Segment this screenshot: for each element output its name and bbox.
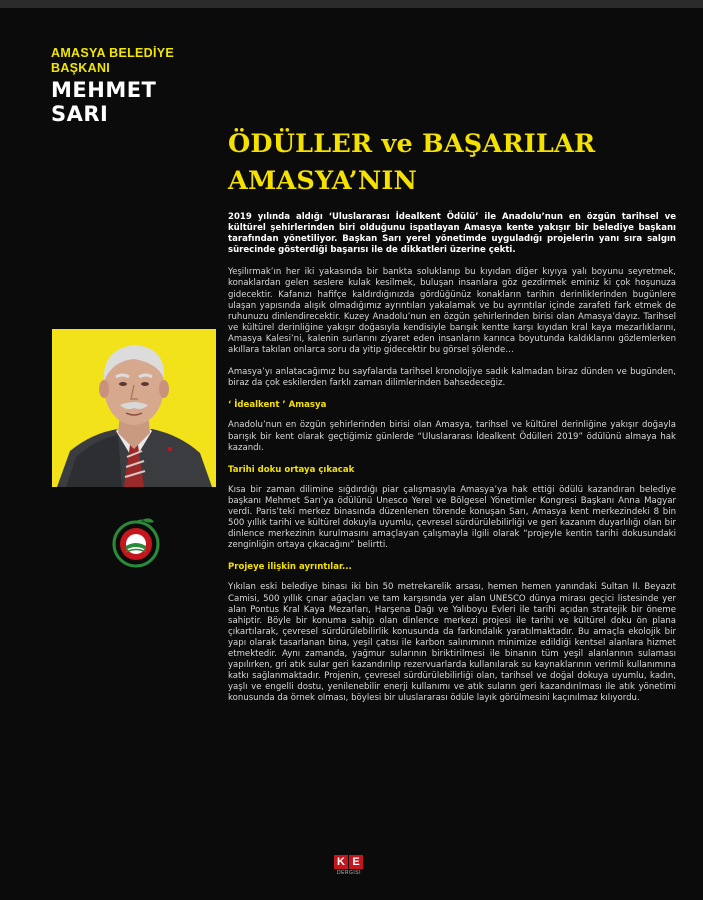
section-heading-tarihi-doku: Tarihi doku ortaya çıkacak bbox=[228, 464, 355, 475]
article-paragraph-2: Amasya’yı anlatacağımız bu sayfalarda tarihsel kronolojiye sadık kalmadan biraz dünden ve bugünden, biraz da çok eskilerden farklı zaman dilimlerinden bahsedeceğiz. bbox=[228, 367, 676, 389]
magazine-logo-letter-e: E bbox=[349, 855, 363, 869]
mayor-portrait-photo bbox=[52, 329, 216, 487]
article-paragraph-5: Yıkılan eski belediye binası iki bin 50 metrekarelik arsası, hemen hemen yanındaki Sultan II. Beyazıt Camisi, 500 yıllık çınar ağaçları ve tam karşısında yer alan UNESCO dünya mirası geçici listesinde yer alan Pontus Kral Kaya Mezarları, Harşena Dağı ve Yalıboyu Evleri ile tarihi açıdan stratejik bir öneme sahiptir. Böyle bir konuma sahip olan dinlence merkezi projesi ile tarihi ve kültürel doku ön plana çıkartılarak, çevresel sürdürülebilirlik konusunda da farkındalık yaratılmaktadır. Bu amaçla ekolojik bir yapı olarak tasarlanan bina, yeşil çatısı ile karbon salınımının minimize edildiği kentsel alanlara hizmet etmektedir. Aynı zamanda, yağmur sularının biriktirilmesi ile binanın tüm yeşil alanlarının sulaması yapılırken, gri atık sular geri kazandırılıp rezervuarlarda kullanılarak su kaynaklarının verimli kullanımına katkı sağlanmaktadır. Projenin, çevresel sürdürülebilirliği olan, tarihsel ve doğal dokuya uyumlu, kadın, yaşlı ve engelli dostu, yenilenebilir enerji kullanımı ve atık suların geri kazandırılması ile atık yönetimi konusunda da örnek olması, böylesi bir uluslararası ödüle layık görülmesini kaçınılmaz kılıyordu. bbox=[228, 582, 676, 704]
portrait-illustration bbox=[52, 329, 216, 487]
magazine-logo-letter-k: K bbox=[334, 855, 348, 869]
header-name-first: MEHMET bbox=[51, 78, 157, 102]
section-heading-projeye-iliskin: Projeye ilişkin ayrıntılar... bbox=[228, 562, 352, 573]
article-paragraph-3: Anadolu’nun en özgün şehirlerinden birisi olan Amasya, tarihsel ve kültürel derinliğine yakışır doğayla barışık bir kent olarak geçtiğimiz günlerde “Uluslararası İdealkent Ödülleri 2019” ödülünü almaya hak kazandı. bbox=[228, 420, 676, 453]
article-paragraph-1: Yeşilırmak’ın her iki yakasında bir bankta soluklanıp bu kıyıdan diğer kıyıya yalı boyunu seyretmek, konaklardan gelen seslere kulak kesilmek, buluşan insanlara göz gezdirmek eminiz ki çok hoşunuza gidecektir. Kafanızı hafifçe kaldırdığınızda gördüğünüz konakların tarihin derinliklerinden bugünlere ulaşan yapısında alışık olmadığımız ayrıntıları yakalamak ve bu ayrıntılar içinde zarafeti fark etmek de ruhunuzu dinlendirecektir. Kuzey Anadolu’nun en özgün şehirlerinden birisi olan Amasya’dayız. Tarihsel ve kültürel derinliğine yakışır doğasıyla kendisiyle barışık kentte karşı kıyıdan kral kaya mezarlıklarını, Amasya Kalesi’ni, kalenin surlarını ziyaret eden insanların karınca boyutunda kaldıklarını gözlemlerken akıllara takılan onlarca soru da yitip gidecektir bu görsel şölende… bbox=[228, 267, 676, 356]
article-body bbox=[228, 212, 676, 715]
header-subtitle: AMASYA BELEDİYE BAŞKANI bbox=[51, 46, 175, 75]
page-header bbox=[51, 46, 181, 126]
title-line-1: ÖDÜLLER ve BAŞARILAR bbox=[228, 129, 596, 159]
header-name-last: SARI bbox=[51, 102, 109, 126]
magazine-logo-caption: DERGİSİ bbox=[336, 870, 362, 876]
article-paragraph-4: Kısa bir zaman dilimine sığdırdığı piar çalışmasıyla Amasya’ya hak ettiği ödülü kazandıran belediye başkanı Mehmet Sarı’ya ödülünü Unesco Yerel ve Bölgesel Yönetimler Kongresi Başkanı Anna Magyar verdi. Paris’teki merkez binasında düzenlenen törende konuşan Sarı, Amasya kent merkezindeki 8 bin 500 yıllık tarihi ve kültürel dokuyla uyumlu, çevresel sürdürülebilirliği ve geri kazanım duyarlılığı olan bir dinlence merkezinin kurulmasını amaçlayan çalışmayla ilgili olarak “projeyle kentin tarihi dokusundaki zenginliğin ortaya çıkacağını” belirtti. bbox=[228, 484, 676, 551]
article-lead: 2019 yılında aldığı ‘Uluslararası İdealkent Ödülü’ ile Anadolu’nun en özgün tarihsel ve kültürel şehirlerinden biri olduğunu ispatlayan Amasya kente yakışır bir belediye başkanı tarafından yönetiliyor. Başkan Sarı yerel yönetimde uyguladığı projelerin yanı sıra salgın sürecinde gösterdiği başarısı ile de dikkatleri üzerine çekti. bbox=[228, 212, 676, 256]
section-heading-idealkent: ‘ İdealkent ’ Amasya bbox=[228, 400, 327, 411]
magazine-logo-mark bbox=[334, 855, 364, 869]
magazine-logo bbox=[334, 855, 364, 876]
municipality-logo bbox=[112, 510, 160, 574]
header-name bbox=[51, 78, 181, 126]
page-title bbox=[228, 126, 668, 200]
top-rule bbox=[0, 0, 703, 8]
title-line-2: AMASYA’NIN bbox=[228, 166, 417, 196]
municipality-emblem-icon bbox=[112, 510, 160, 574]
